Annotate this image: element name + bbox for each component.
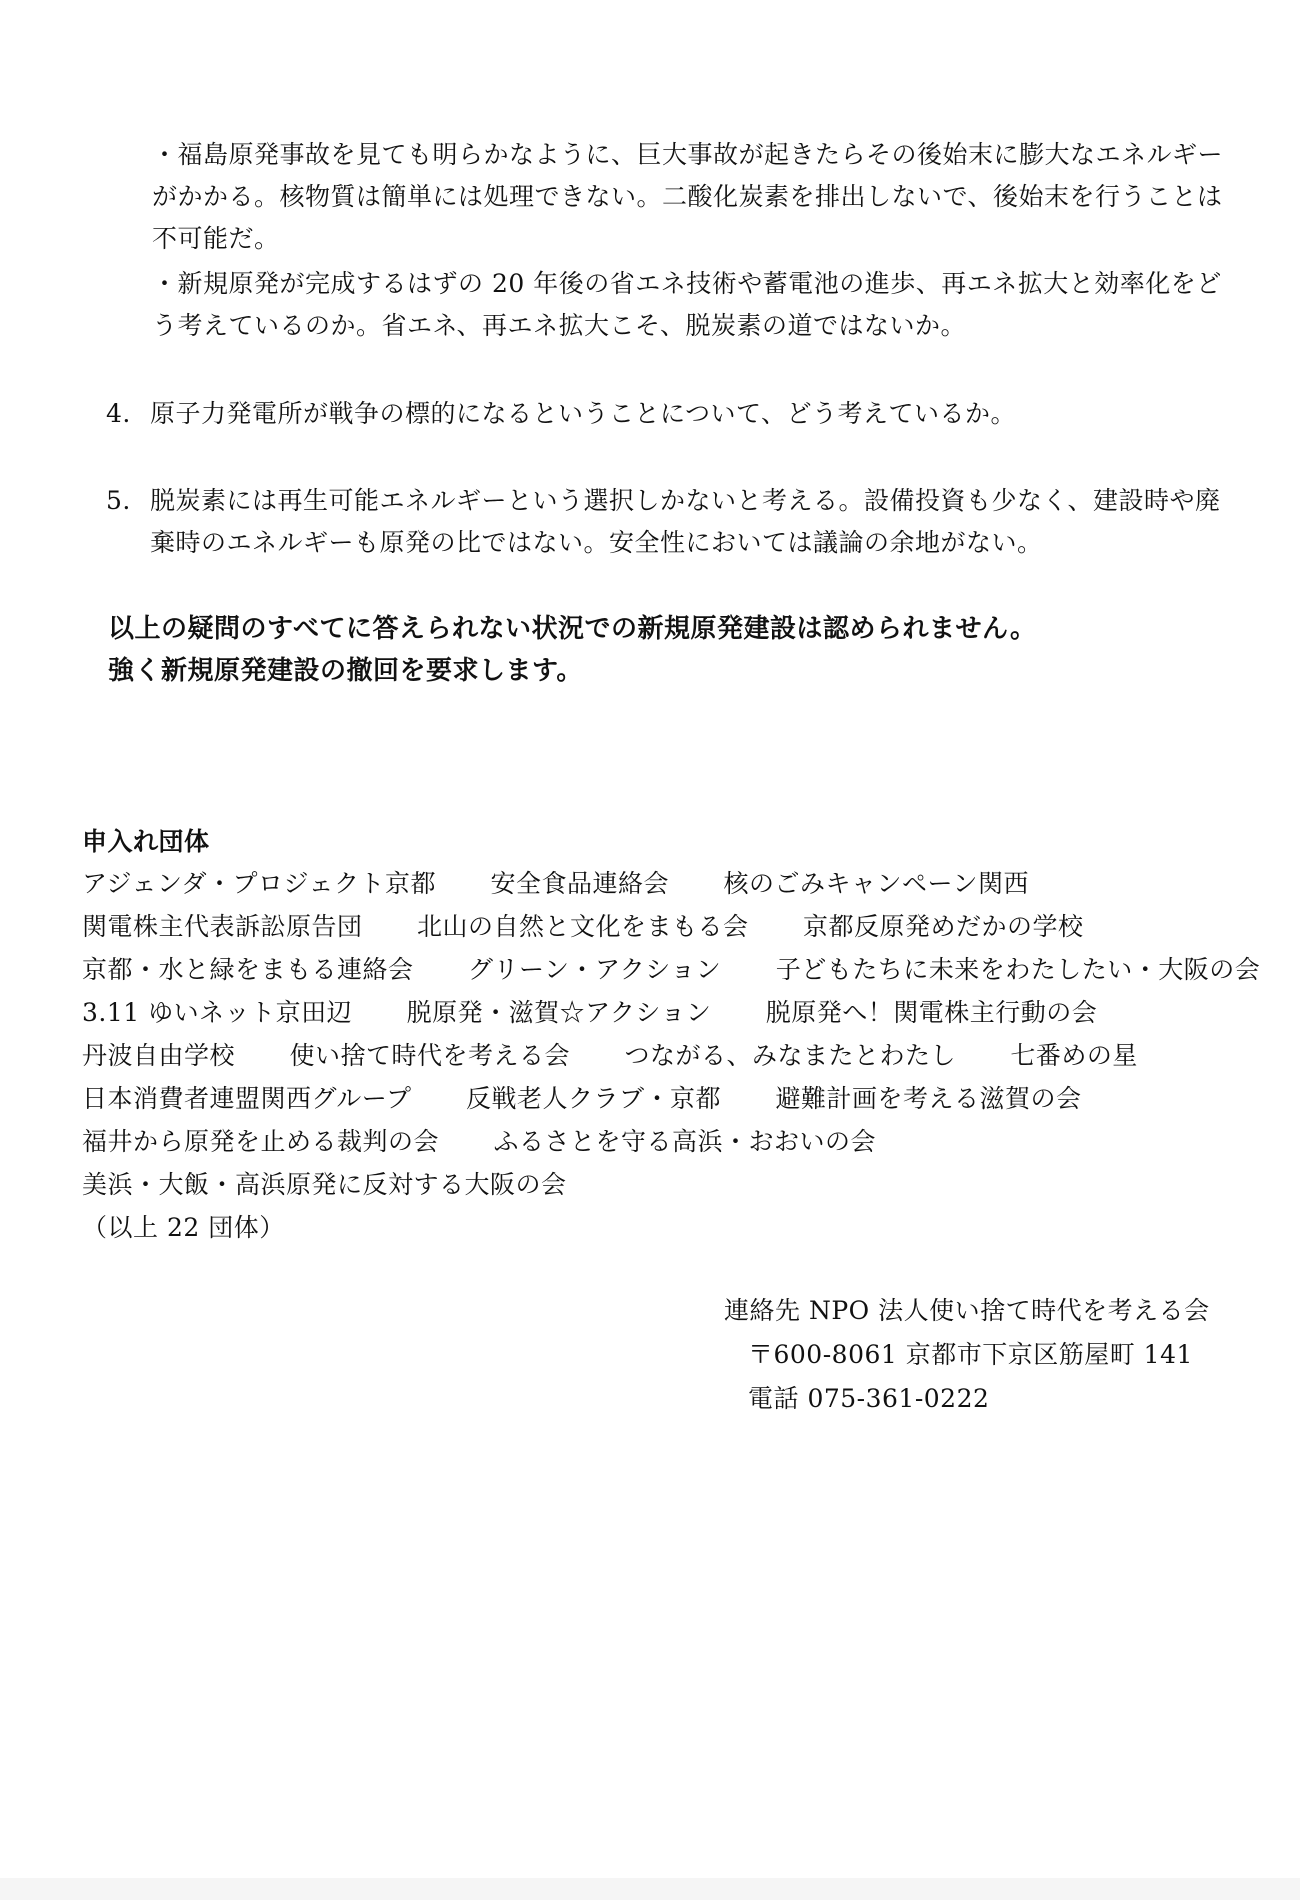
conclusion-line: 以上の疑問のすべてに答えられない状況での新規原発建設は認められません。 — [108, 614, 1037, 644]
org-name: 京都・水と緑をまもる連絡会 — [82, 955, 414, 984]
contact-address: 〒600-8061 京都市下京区筋屋町 141 — [748, 1340, 1193, 1369]
org-name: 七番めの星 — [1010, 1041, 1138, 1070]
org-name: 京都反原発めだかの学校 — [802, 912, 1084, 941]
organization-count: （以上 22 団体） — [82, 1213, 285, 1242]
org-name: アジェンダ・プロジェクト京都 — [82, 869, 437, 898]
org-name: 使い捨て時代を考える会 — [289, 1041, 570, 1070]
org-name: 脱原発へ！関電株主行動の会 — [765, 998, 1098, 1027]
text-line: う考えているのか。省エネ、再エネ拡大こそ、脱炭素の道ではないか。 — [152, 311, 967, 340]
text-line: 棄時のエネルギーも原発の比ではない。安全性においては議論の余地がない。 — [150, 528, 1043, 557]
org-name: つながる、みなまたとわたし — [624, 1041, 956, 1070]
org-name: 福井から原発を止める裁判の会 — [82, 1127, 440, 1156]
page-bottom-edge — [0, 1878, 1300, 1900]
org-name: 丹波自由学校 — [82, 1041, 236, 1070]
text-line: ・新規原発が完成するはずの 20 年後の省エネ技術や蓄電池の進歩、再エネ拡大と効率化をど — [152, 269, 1222, 298]
org-name: 北山の自然と文化をまもる会 — [416, 912, 749, 941]
org-row — [82, 910, 1083, 944]
text-line: 原子力発電所が戦争の標的になるということについて、どう考えているか。 — [150, 399, 1017, 428]
text-line: 脱炭素には再生可能エネルギーという選択しかないと考える。設備投資も少なく、建設時や廃 — [150, 486, 1221, 515]
org-row — [82, 867, 1029, 901]
org-name: 日本消費者連盟関西グループ — [82, 1084, 412, 1113]
org-row — [82, 1168, 567, 1202]
organizations-heading: 申入れ団体 — [82, 827, 210, 856]
org-row — [82, 1039, 1138, 1073]
conclusion-line: 強く新規原発建設の撤回を要求します。 — [108, 656, 583, 686]
org-name: 脱原発・滋賀☆アクション — [406, 998, 712, 1027]
org-row — [82, 996, 1097, 1030]
org-name: 3.11 ゆいネット京田辺 — [82, 998, 353, 1027]
org-name: 避難計画を考える滋賀の会 — [775, 1084, 1082, 1113]
item-number: 4. — [106, 399, 131, 428]
org-row — [82, 953, 1260, 987]
contact-phone: 電話 075-361-0222 — [748, 1384, 990, 1413]
org-name: 核のごみキャンペーン関西 — [723, 869, 1029, 898]
text-line: ・福島原発事故を見ても明らかなように、巨大事故が起きたらその後始末に膨大なエネルギー — [152, 140, 1224, 169]
text-line: がかかる。核物質は簡単には処理できない。二酸化炭素を排出しないで、後始末を行うことは — [152, 182, 1223, 211]
contact-line: 連絡先 NPO 法人使い捨て時代を考える会 — [724, 1296, 1210, 1325]
text-line: 不可能だ。 — [152, 224, 280, 253]
org-row — [82, 1125, 876, 1159]
org-name: ふるさとを守る高浜・おおいの会 — [493, 1127, 876, 1156]
org-name: 反戦老人クラブ・京都 — [465, 1084, 721, 1113]
org-name: 美浜・大飯・高浜原発に反対する大阪の会 — [82, 1170, 567, 1199]
org-row — [82, 1082, 1081, 1116]
org-name: 関電株主代表訴訟原告団 — [82, 912, 363, 941]
org-name: 安全食品連絡会 — [490, 869, 669, 898]
item-number: 5. — [106, 486, 131, 515]
org-name: グリーン・アクション — [467, 955, 722, 984]
org-name: 子どもたちに未来をわたしたい・大阪の会 — [775, 955, 1261, 984]
